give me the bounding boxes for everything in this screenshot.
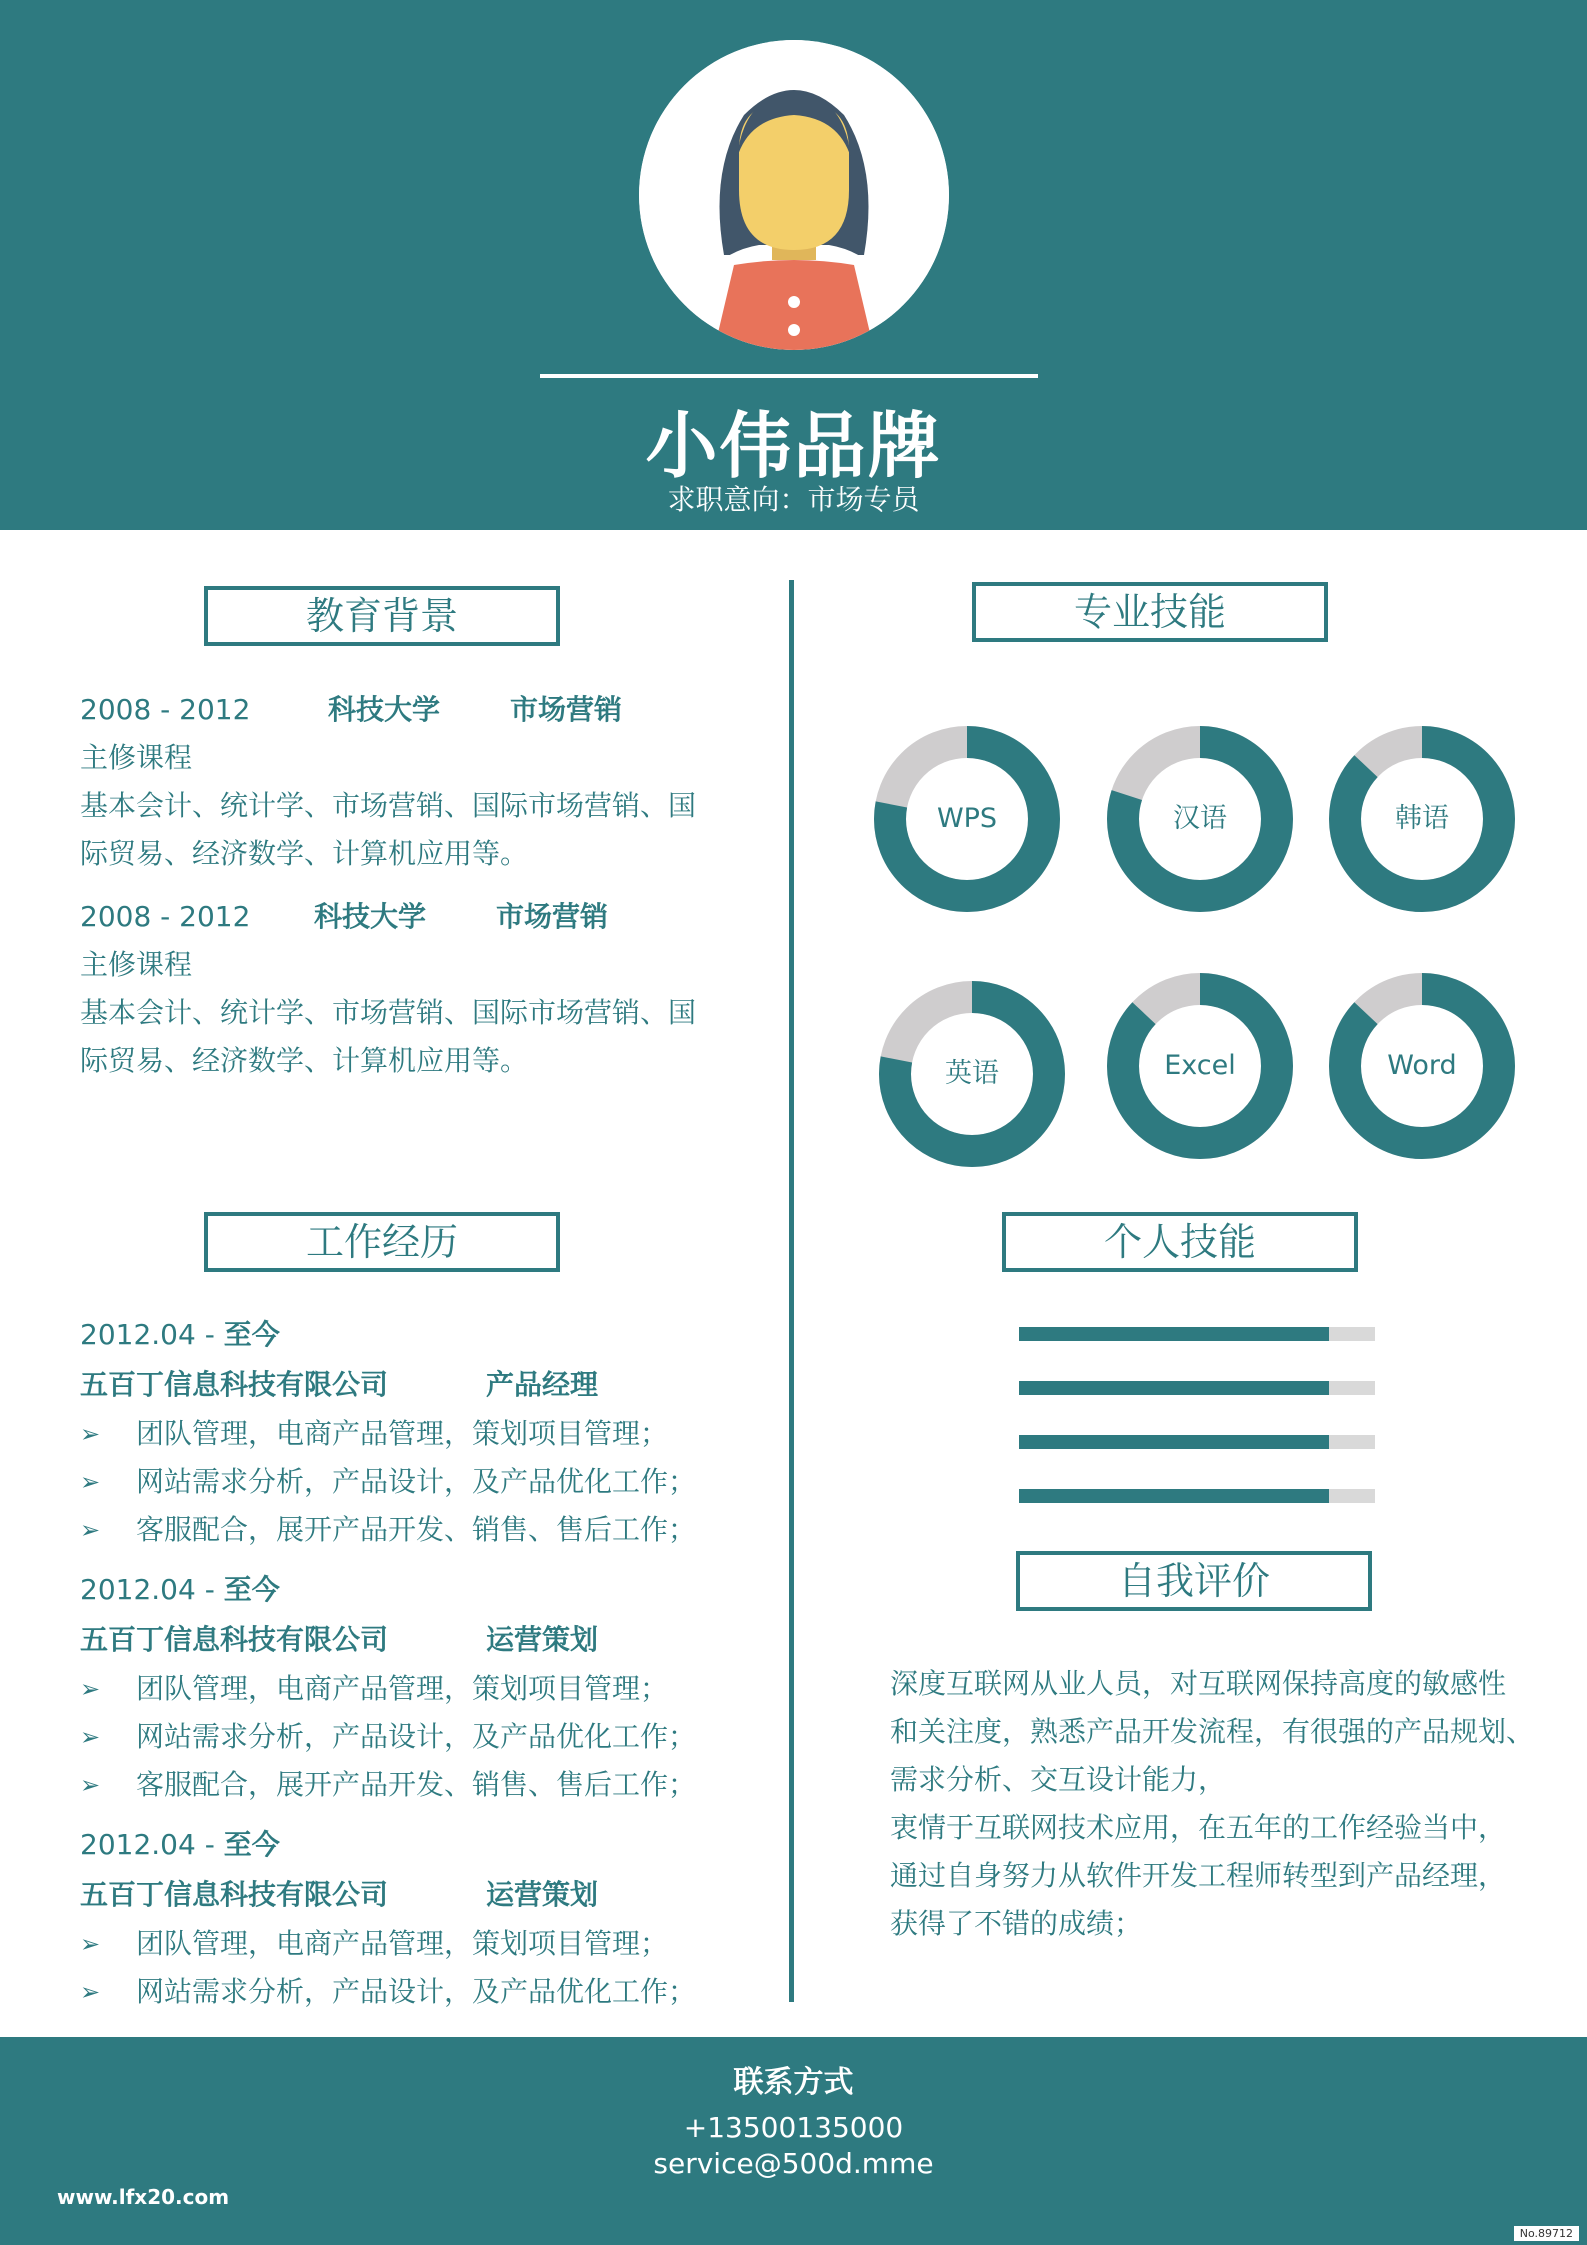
skill-donut [1327, 971, 1517, 1161]
education-entry [80, 893, 720, 1085]
work-start: 2012.04 - [80, 1318, 224, 1351]
work-end: 至今 [223, 1318, 280, 1351]
work-role: 产品经理 [486, 1368, 599, 1401]
evaluation-line: 和关注度，熟悉产品开发流程，有很强的产品规划、 [890, 1715, 1535, 1748]
edu-course-line: 基本会计、统计学、市场营销、国际市场营销、国 [80, 996, 697, 1029]
edu-major: 市场营销 [496, 900, 609, 933]
header-divider [540, 374, 1038, 378]
arrow-bullet-icon: ➢ [80, 1675, 101, 1703]
evaluation-line: 深度互联网从业人员，对互联网保持高度的敏感性 [890, 1667, 1507, 1700]
skill-label: Excel [1164, 1050, 1236, 1081]
contact-footer [0, 2037, 1587, 2245]
edu-years: 2008 - 2012 [80, 693, 251, 726]
contact-email: service@500d.mme [653, 2147, 934, 2180]
edu-school: 科技大学 [314, 900, 427, 933]
skill-donut [872, 724, 1062, 914]
arrow-bullet-icon: ➢ [80, 1723, 101, 1751]
work-role: 运营策划 [486, 1878, 599, 1911]
website-url: www.lfx20.com [57, 2185, 230, 2209]
document-number: No.89712 [1514, 2226, 1579, 2241]
personal-skill-bar [1019, 1381, 1375, 1395]
edu-major: 市场营销 [510, 693, 623, 726]
arrow-bullet-icon: ➢ [80, 1516, 101, 1544]
self-evaluation-title: 自我评价 [1016, 1551, 1372, 1611]
evaluation-line: 衷情于互联网技术应用，在五年的工作经验当中， [890, 1811, 1507, 1844]
personal-skill-bar-fill [1019, 1327, 1329, 1341]
work-start: 2012.04 - [80, 1573, 224, 1606]
work-company: 五百丁信息科技有限公司 [80, 1623, 389, 1656]
skill-label: 英语 [945, 1058, 999, 1089]
edu-school: 科技大学 [328, 693, 441, 726]
work-bullet: ➢ 网站需求分析，产品设计，及产品优化工作； [80, 1458, 740, 1506]
skill-donut [1105, 971, 1295, 1161]
column-divider [789, 580, 794, 2002]
work-bullet: ➢ 团队管理，电商产品管理，策划项目管理； [80, 1920, 740, 1968]
work-bullet: ➢ 客服配合，展开产品开发、销售、售后工作； [80, 1761, 740, 1809]
self-evaluation-text [890, 1660, 1535, 1948]
work-start: 2012.04 - [80, 1828, 224, 1861]
work-bullet: ➢ 客服配合，展开产品开发、销售、售后工作； [80, 1506, 740, 1554]
candidate-name: 小伟品牌 [645, 404, 942, 488]
work-bullet: ➢ 团队管理，电商产品管理，策划项目管理； [80, 1410, 740, 1458]
edu-course-line: 际贸易、经济数学、计算机应用等。 [80, 837, 529, 870]
edu-course-line: 际贸易、经济数学、计算机应用等。 [80, 1044, 529, 1077]
arrow-bullet-icon: ➢ [80, 1978, 101, 2006]
personal-skills-title: 个人技能 [1002, 1212, 1358, 1272]
skill-donut [1105, 724, 1295, 914]
contact-phone: +13500135000 [683, 2111, 904, 2144]
header-banner [0, 0, 1587, 530]
evaluation-line: 需求分析、交互设计能力， [890, 1763, 1227, 1796]
edu-course-line: 基本会计、统计学、市场营销、国际市场营销、国 [80, 789, 697, 822]
arrow-bullet-icon: ➢ [80, 1468, 101, 1496]
skill-label: 韩语 [1395, 803, 1449, 834]
personal-skill-bar-fill [1019, 1435, 1329, 1449]
work-entry [80, 1310, 740, 1554]
personal-skill-bar [1019, 1327, 1375, 1341]
work-role: 运营策划 [486, 1623, 599, 1656]
skill-donut [1327, 724, 1517, 914]
edu-years: 2008 - 2012 [80, 900, 251, 933]
personal-skill-bar-fill [1019, 1381, 1329, 1395]
work-end: 至今 [223, 1573, 280, 1606]
evaluation-line: 通过自身努力从软件开发工程师转型到产品经理， [890, 1859, 1507, 1892]
personal-skill-bar-fill [1019, 1489, 1329, 1503]
work-end: 至今 [223, 1828, 280, 1861]
work-bullet: ➢ 网站需求分析，产品设计，及产品优化工作； [80, 1713, 740, 1761]
work-entry [80, 1565, 740, 1809]
personal-skill-bar [1019, 1489, 1375, 1503]
arrow-bullet-icon: ➢ [80, 1420, 101, 1448]
skill-label: Word [1387, 1050, 1457, 1081]
work-bullet: ➢ 网站需求分析，产品设计，及产品优化工作； [80, 1968, 740, 2016]
education-title: 教育背景 [204, 586, 560, 646]
personal-skill-bar [1019, 1435, 1375, 1449]
contact-title: 联系方式 [733, 2065, 854, 2100]
arrow-bullet-icon: ➢ [80, 1930, 101, 1958]
work-company: 五百丁信息科技有限公司 [80, 1878, 389, 1911]
work-company: 五百丁信息科技有限公司 [80, 1368, 389, 1401]
education-entry [80, 686, 720, 878]
edu-course-label: 主修课程 [80, 948, 193, 981]
skills-title: 专业技能 [972, 582, 1328, 642]
skill-label: WPS [936, 803, 998, 834]
edu-course-label: 主修课程 [80, 741, 193, 774]
skill-label: 汉语 [1173, 803, 1227, 834]
job-objective: 求职意向：市场专员 [667, 483, 920, 516]
work-bullet: ➢ 团队管理，电商产品管理，策划项目管理； [80, 1665, 740, 1713]
work-entry [80, 1820, 740, 2016]
arrow-bullet-icon: ➢ [80, 1771, 101, 1799]
work-title: 工作经历 [204, 1212, 560, 1272]
skill-donut [877, 979, 1067, 1169]
evaluation-line: 获得了不错的成绩； [890, 1907, 1143, 1940]
female-avatar-icon [639, 40, 949, 350]
